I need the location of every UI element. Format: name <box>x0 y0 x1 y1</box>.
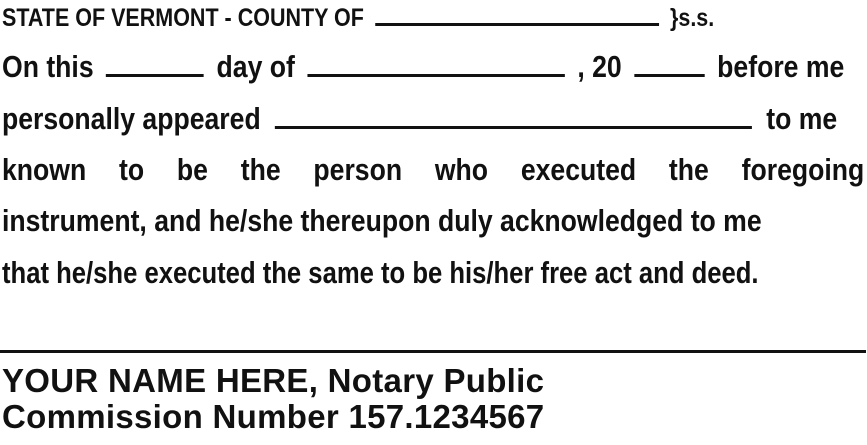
day-of-label: day of <box>216 49 295 84</box>
day-blank <box>106 48 204 77</box>
date-line <box>2 48 844 85</box>
ss-label: }s.s. <box>669 4 715 32</box>
acknowledged-line <box>2 203 762 239</box>
personally-appeared-label: personally appeared <box>2 101 261 136</box>
to-me-label: to me <box>766 101 838 136</box>
word: executed <box>520 152 637 187</box>
word: the <box>668 152 709 187</box>
word: who <box>434 152 489 187</box>
word: person <box>313 152 403 187</box>
word: known <box>2 152 87 187</box>
signature-line <box>0 350 866 353</box>
acknowledged-text: instrument, and he/she thereupon duly acknowledged to me <box>2 203 762 238</box>
on-this-label: On this <box>2 49 94 84</box>
word: foregoing <box>741 152 865 187</box>
before-me-label: before me <box>717 49 845 84</box>
word: to <box>119 152 145 187</box>
free-act-text: that he/she executed the same to be his/her free act and deed. <box>2 255 759 290</box>
county-blank <box>375 3 659 26</box>
appeared-line <box>2 100 837 137</box>
word: the <box>240 152 281 187</box>
state-county-label: STATE OF VERMONT - COUNTY OF <box>2 4 364 32</box>
notary-name: YOUR NAME HERE, Notary Public <box>2 362 545 399</box>
month-blank <box>307 48 564 77</box>
commission-number: Commission Number 157.1234567 <box>2 398 545 435</box>
name-blank <box>275 100 752 129</box>
free-act-line <box>2 255 759 291</box>
word: be <box>176 152 208 187</box>
venue-line <box>2 3 714 33</box>
known-line <box>2 152 864 188</box>
year-prefix-label: , 20 <box>577 49 622 84</box>
year-blank <box>634 48 704 77</box>
